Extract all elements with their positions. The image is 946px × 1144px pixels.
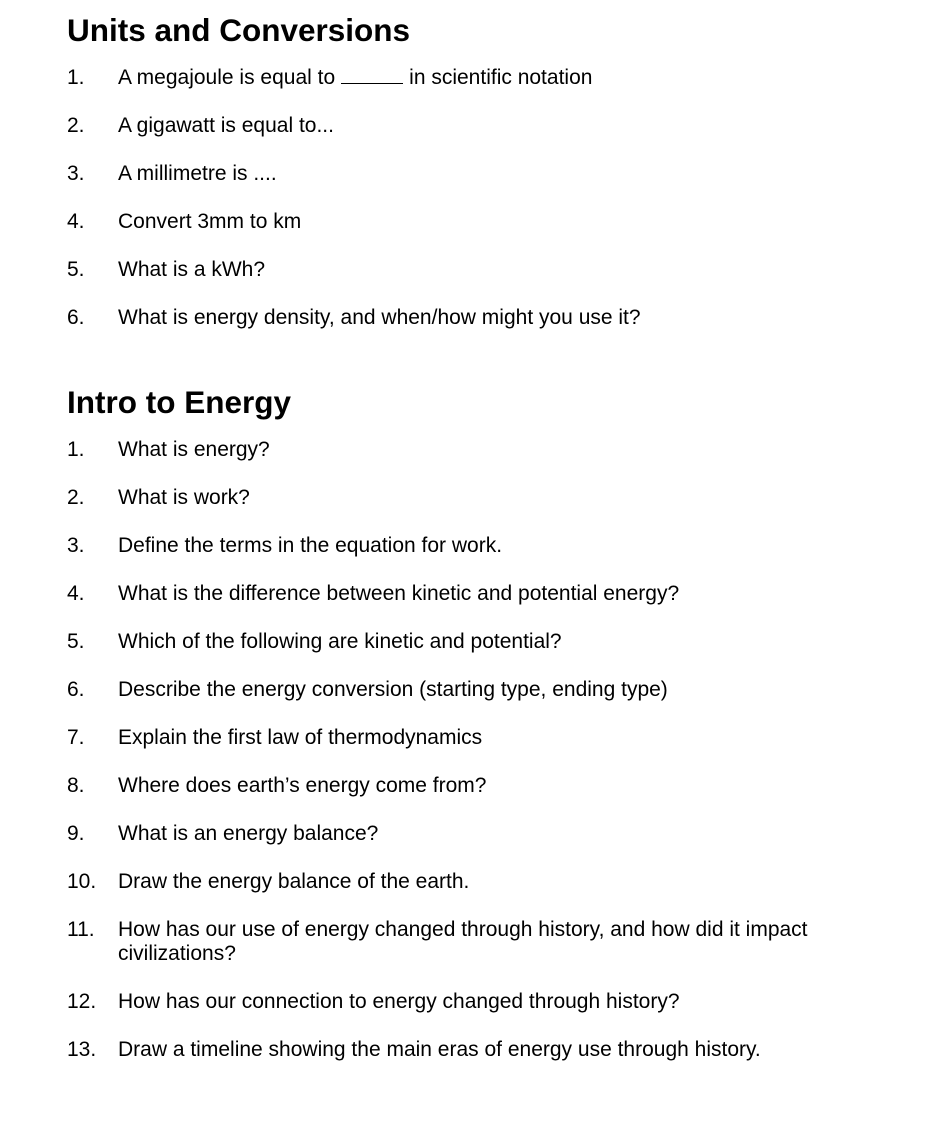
question-item (67, 918, 907, 966)
question-text: What is the difference between kinetic and potential energy? (118, 582, 680, 605)
question-number: 13. (67, 1038, 97, 1061)
question-number: 3. (67, 162, 85, 185)
question-text: What is a kWh? (118, 258, 266, 281)
question-number: 5. (67, 630, 85, 653)
question-text: Convert 3mm to km (118, 210, 302, 233)
question-text-after: in scientific notation (409, 66, 593, 89)
question-number: 12. (67, 990, 97, 1013)
question-text: Draw a timeline showing the main eras of energy use through history. (118, 1038, 761, 1061)
question-item (67, 306, 907, 330)
question-number: 5. (67, 258, 85, 281)
question-text (118, 66, 907, 90)
question-text-before: A megajoule is equal to (118, 66, 336, 89)
question-item (67, 726, 907, 750)
question-text: What is an energy balance? (118, 822, 379, 845)
question-item (67, 1038, 907, 1062)
question-text: Define the terms in the equation for work. (118, 534, 503, 557)
question-text: A gigawatt is equal to... (118, 114, 334, 137)
question-item (67, 258, 907, 282)
question-number: 1. (67, 66, 85, 89)
question-number: 9. (67, 822, 85, 845)
document-page (67, 12, 907, 1062)
question-number: 7. (67, 726, 85, 749)
question-item (67, 678, 907, 702)
question-number: 4. (67, 210, 85, 233)
answer-blank[interactable] (341, 66, 403, 84)
question-text: How has our use of energy changed through history, and how did it impact civilizations? (118, 918, 808, 965)
question-text: Describe the energy conversion (starting type, ending type) (118, 678, 668, 701)
question-text: What is energy? (118, 438, 270, 461)
question-text: Draw the energy balance of the earth. (118, 870, 470, 893)
question-item (67, 582, 907, 606)
question-text: Where does earth’s energy come from? (118, 774, 487, 797)
question-text: How has our connection to energy changed through history? (118, 990, 680, 1013)
question-item (67, 114, 907, 138)
section-title-units: Units and Conversions (67, 12, 411, 48)
question-item (67, 822, 907, 846)
question-text: Explain the first law of thermodynamics (118, 726, 483, 749)
question-number: 6. (67, 678, 85, 701)
question-text: A millimetre is .... (118, 162, 277, 185)
units-question-list (67, 66, 907, 330)
question-number: 10. (67, 870, 97, 893)
question-number: 1. (67, 438, 85, 461)
question-item (67, 162, 907, 186)
question-item (67, 990, 907, 1014)
section-title-intro-energy: Intro to Energy (67, 384, 292, 420)
question-item (67, 774, 907, 798)
question-item (67, 630, 907, 654)
question-text: Which of the following are kinetic and potential? (118, 630, 562, 653)
question-number: 6. (67, 306, 85, 329)
question-number: 2. (67, 486, 85, 509)
question-number: 8. (67, 774, 85, 797)
question-number: 11. (67, 918, 95, 941)
energy-question-list (67, 438, 907, 1062)
question-item (67, 486, 907, 510)
section-spacer (67, 330, 907, 390)
question-item (67, 534, 907, 558)
question-text: What is energy density, and when/how might you use it? (118, 306, 641, 329)
question-number: 2. (67, 114, 85, 137)
question-number: 3. (67, 534, 85, 557)
question-item (67, 66, 907, 90)
question-text: What is work? (118, 486, 250, 509)
question-item (67, 438, 907, 462)
question-item (67, 870, 907, 894)
question-item (67, 210, 907, 234)
question-number: 4. (67, 582, 85, 605)
